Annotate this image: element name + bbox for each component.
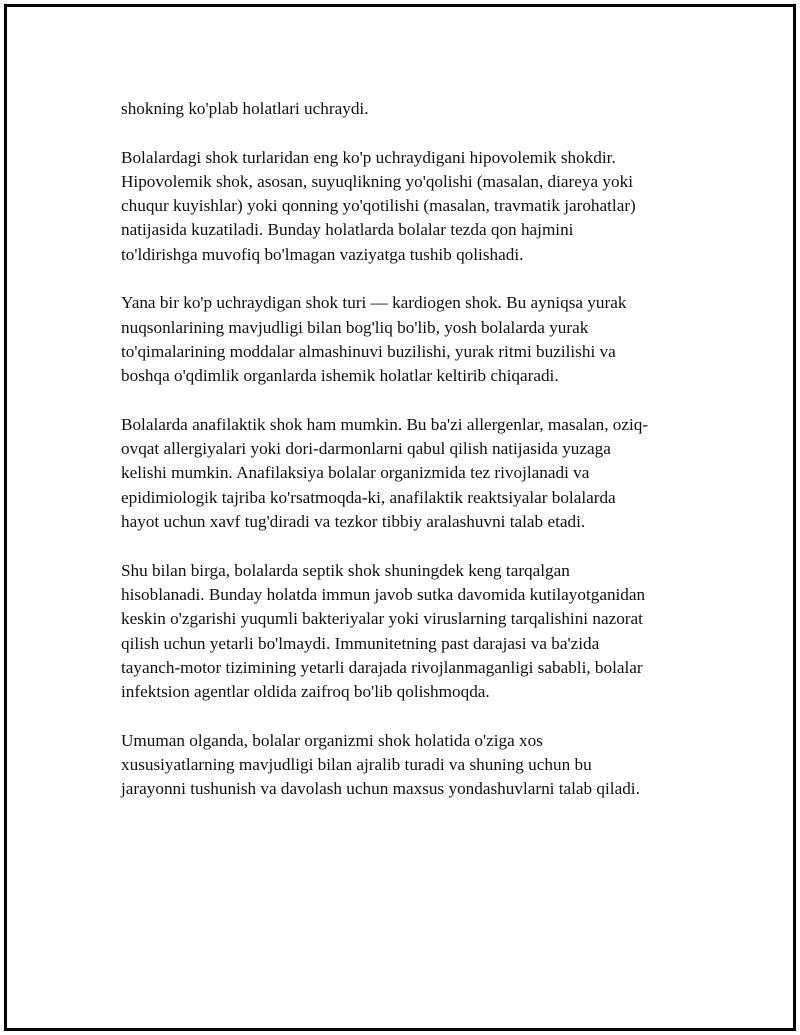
paragraph-2 — [121, 146, 695, 267]
text-line: hisoblanadi. Bunday holatda immun javob sutka davomida kutilayotganidan — [121, 584, 646, 604]
text-line: to'ldirishga muvofiq bo'lmagan vaziyatga tushib qolishadi. — [121, 244, 524, 264]
paragraph-6 — [121, 729, 695, 802]
text-line: Yana bir ko'p uchraydigan shok turi — kardiogen shok. Bu ayniqsa yurak — [121, 293, 627, 313]
paragraph-1 — [121, 97, 695, 121]
text-line: Hipovolemik shok, asosan, suyuqlikning yo'qolishi (masalan, diareya yoki — [121, 171, 633, 191]
text-line: jarayonni tushunish va davolash uchun maxsus yondashuvlarni talab qiladi. — [121, 779, 640, 799]
page-frame — [4, 4, 796, 1031]
text-line: qilish uchun yetarli bo'lmaydi. Immunitetning past darajasi va ba'zida — [121, 633, 600, 653]
text-line: Bolalarda anafilaktik shok ham mumkin. Bu ba'zi allergenlar, masalan, oziq- — [121, 414, 649, 434]
text-line: hayot uchun xavf tug'diradi va tezkor tibbiy aralashuvni talab etadi. — [121, 512, 586, 532]
text-line: natijasida kuzatiladi. Bunday holatlarda bolalar tezda qon hajmini — [121, 220, 574, 240]
text-line: to'qimalarining moddalar almashinuvi buzilishi, yurak ritmi buzilishi va — [121, 341, 616, 361]
text-line: nuqsonlarining mavjudligi bilan bog'liq bo'lib, yosh bolalarda yurak — [121, 317, 589, 337]
text-line: tayanch-motor tizimining yetarli darajada rivojlanmaganligi sababli, bolalar — [121, 657, 643, 677]
text-line: chuqur kuyishlar) yoki qonning yo'qotilishi (masalan, travmatik jarohatlar) — [121, 196, 636, 216]
text-line: kelishi mumkin. Anafilaksiya bolalar organizmida tez rivojlanadi va — [121, 463, 590, 483]
document-body — [121, 97, 695, 826]
text-line: boshqa o'qdimlik organlarda ishemik holatlar keltirib chiqaradi. — [121, 366, 559, 386]
paragraph-5 — [121, 559, 695, 705]
text-line: infektsion agentlar oldida zaifroq bo'lib qolishmoqda. — [121, 682, 490, 702]
text-line: xususiyatlarning mavjudligi bilan ajralib turadi va shuning uchun bu — [121, 755, 592, 775]
text-line: Shu bilan birga, bolalarda septik shok shuningdek keng tarqalgan — [121, 560, 570, 580]
text-line: epidimiologik tajriba ko'rsatmoqda-ki, anafilaktik reaktsiyalar bolalarda — [121, 487, 616, 507]
text-line: ovqat allergiyalari yoki dori-darmonlarni qabul qilish natijasida yuzaga — [121, 439, 611, 459]
text-line: Umuman olganda, bolalar organizmi shok holatida o'ziga xos — [121, 730, 543, 750]
text-line: Bolalardagi shok turlaridan eng ko'p uchraydigani hipovolemik shokdir. — [121, 147, 616, 167]
paragraph-3 — [121, 291, 695, 388]
text-line: keskin o'zgarishi yuqumli bakteriyalar yoki viruslarning tarqalishini nazorat — [121, 609, 643, 629]
text-line: shokning ko'plab holatlari uchraydi. — [121, 99, 369, 118]
paragraph-4 — [121, 413, 695, 534]
